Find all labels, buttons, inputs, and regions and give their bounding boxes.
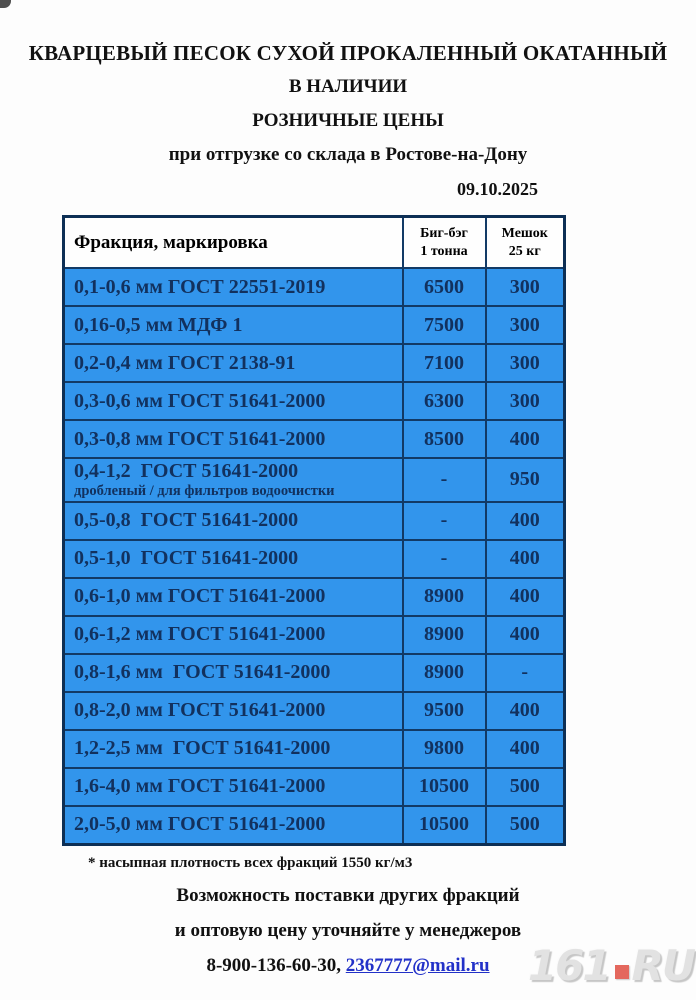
fraction-label: 2,0-5,0 мм ГОСТ 51641-2000 [74,813,326,836]
bag-price-cell: 400 [486,540,565,578]
bigbag-price-cell: 6300 [403,382,486,420]
col-bigbag-line1: Биг-бэг [420,226,468,241]
fraction-label: 0,2-0,4 мм ГОСТ 2138-91 [74,351,296,374]
table-row [64,768,565,806]
col-bigbag-header [403,217,486,269]
watermark-161ru [527,941,694,990]
bigbag-price-cell: 8900 [403,616,486,654]
bigbag-price-cell: 9500 [403,692,486,730]
bag-price-cell: 300 [486,268,565,306]
bigbag-price-cell: 8900 [403,578,486,616]
col-bigbag-line2: 1 тонна [420,243,468,259]
bag-price-cell: 500 [486,806,565,845]
fraction-cell [64,768,403,806]
table-row [64,730,565,768]
bag-price-cell: 300 [486,306,565,344]
table-row [64,420,565,458]
bigbag-price-cell: - [403,458,486,502]
availability-line: В НАЛИЧИИ [288,76,408,97]
bigbag-price-cell: 8900 [403,654,486,692]
footer-note-line1: Возможность поставки других фракций [176,884,520,906]
bag-price-cell: 400 [486,502,565,540]
fraction-label: 0,5-0,8 ГОСТ 51641-2000 [74,509,299,532]
fraction-label: 1,2-2,5 мм ГОСТ 51641-2000 [74,737,331,760]
fraction-cell [64,540,403,578]
bag-price-cell: 400 [486,420,565,458]
watermark-dot [615,965,629,979]
fraction-note: дробленый / для фильтров водоочистки [74,483,335,499]
table-row [64,382,565,420]
table-row [64,306,565,344]
fraction-cell [64,458,403,502]
price-date: 09.10.2025 [457,179,538,199]
fraction-cell [64,420,403,458]
table-row [64,540,565,578]
fraction-cell [64,268,403,306]
fraction-label: 0,1-0,6 мм ГОСТ 22551-2019 [74,275,326,298]
table-header [64,217,565,269]
fraction-label: 0,8-1,6 мм ГОСТ 51641-2000 [74,661,331,684]
fraction-cell [64,578,403,616]
fraction-cell [64,654,403,692]
watermark-161: 161 [527,941,610,990]
fraction-cell [64,730,403,768]
table-row [64,502,565,540]
table-row [64,616,565,654]
fraction-cell [64,616,403,654]
fraction-cell [64,344,403,382]
bag-price-cell: 300 [486,382,565,420]
col-fraction-header: Фракция, маркировка [64,217,403,269]
email-link[interactable]: 2367777@mail.ru [345,954,490,976]
table-header-row [64,217,565,269]
table-row [64,654,565,692]
fraction-label: 0,5-1,0 ГОСТ 51641-2000 [74,547,299,570]
document-header [0,0,696,206]
fraction-cell [64,692,403,730]
phone-number: 8-900-136-60-30, [206,954,341,976]
table-row [64,806,565,845]
bigbag-price-cell: 10500 [403,768,486,806]
bigbag-price-cell: 8500 [403,420,486,458]
fraction-label: 0,6-1,0 мм ГОСТ 51641-2000 [74,585,326,608]
bag-price-cell: 400 [486,616,565,654]
bigbag-price-cell: 9800 [403,730,486,768]
density-footnote: * насыпная плотность всех фракций 1550 кг/м3 [88,854,413,871]
col-bag-header [486,217,565,269]
fraction-cell [64,306,403,344]
retail-prices-line: РОЗНИЧНЫЕ ЦЕНЫ [252,110,444,131]
bag-price-cell: 950 [486,458,565,502]
bigbag-price-cell: - [403,502,486,540]
bigbag-price-cell: - [403,540,486,578]
col-bag-line1: Мешок [501,226,548,241]
bigbag-price-cell: 6500 [403,268,486,306]
shipping-line: при отгрузке со склада в Ростове-на-Дону [168,144,528,165]
bag-price-cell: 500 [486,768,565,806]
price-table [62,215,566,846]
price-table-body [64,268,565,844]
bigbag-price-cell: 10500 [403,806,486,845]
fraction-label: 0,4-1,2 ГОСТ 51641-2000 [74,460,299,482]
bag-price-cell: 400 [486,692,565,730]
bigbag-price-cell: 7500 [403,306,486,344]
col-bag-line2: 25 кг [508,243,541,259]
table-row [64,268,565,306]
fraction-label: 0,3-0,8 мм ГОСТ 51641-2000 [74,427,326,450]
fraction-label: 1,6-4,0 мм ГОСТ 51641-2000 [74,775,326,798]
bag-price-cell: 400 [486,730,565,768]
fraction-cell [64,806,403,845]
fraction-label: 0,16-0,5 мм МДФ 1 [74,313,243,336]
table-row [64,344,565,382]
fraction-label: 0,8-2,0 мм ГОСТ 51641-2000 [74,699,326,722]
fraction-label: 0,3-0,6 мм ГОСТ 51641-2000 [74,389,326,412]
table-row [64,692,565,730]
bigbag-price-cell: 7100 [403,344,486,382]
table-row [64,578,565,616]
bag-price-cell: 400 [486,578,565,616]
watermark-ru: RU [631,941,694,990]
page-title: КВАРЦЕВЫЙ ПЕСОК СУХОЙ ПРОКАЛЕННЫЙ ОКАТАННЫЙ [28,41,668,65]
footer-note-line2: и оптовую цену уточняйте у менеджеров [174,919,522,941]
fraction-label: 0,6-1,2 мм ГОСТ 51641-2000 [74,623,326,646]
table-row [64,458,565,502]
bag-price-cell: 300 [486,344,565,382]
fraction-cell [64,382,403,420]
fraction-cell [64,502,403,540]
bag-price-cell: - [486,654,565,692]
